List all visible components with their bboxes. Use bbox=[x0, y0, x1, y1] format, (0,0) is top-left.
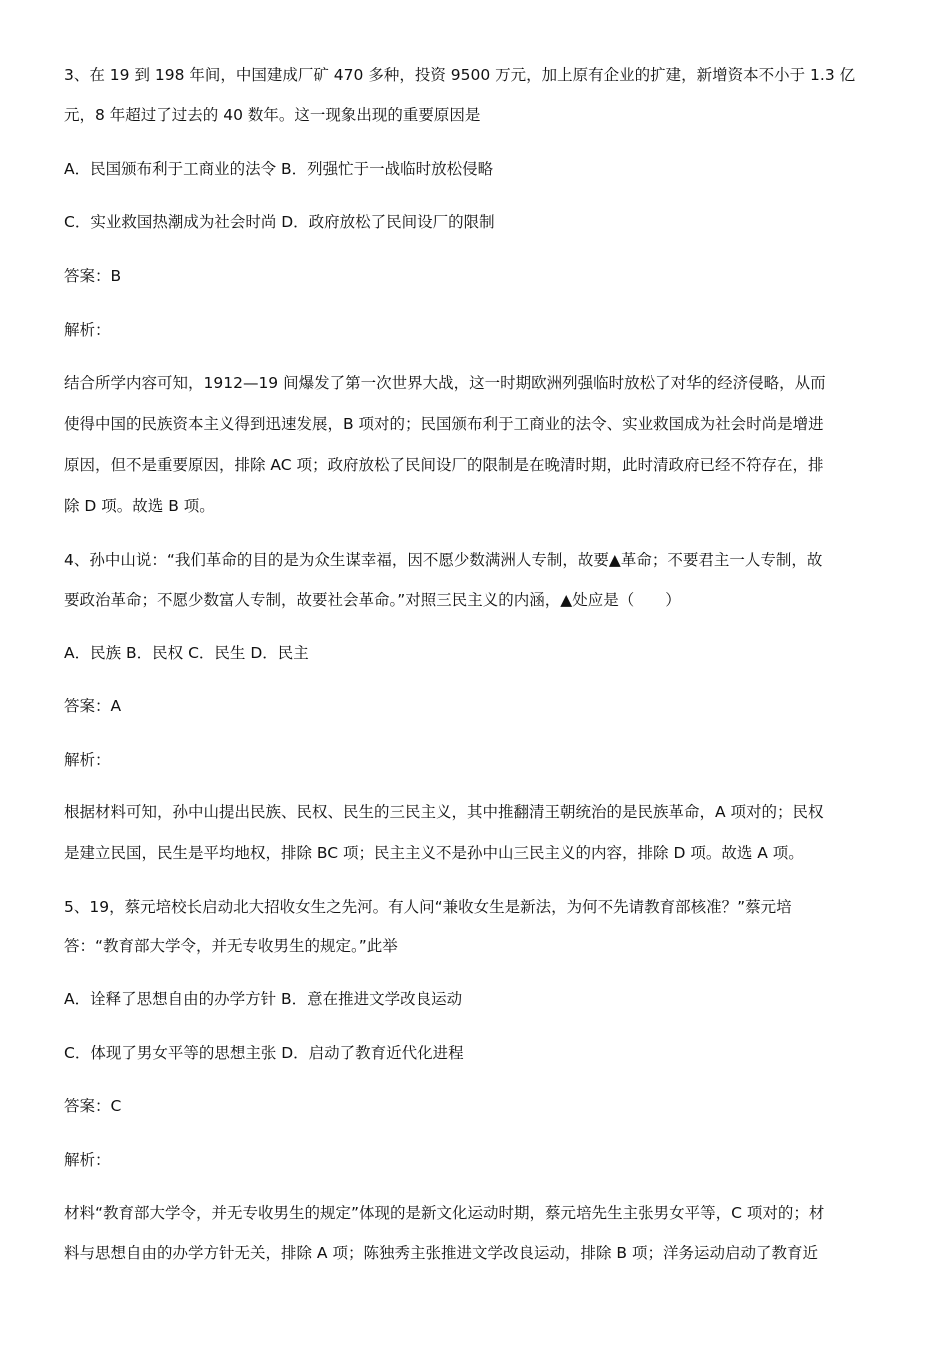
q4-answer: 答案：A bbox=[64, 697, 122, 715]
q3-analysis-line-1: 结合所学内容可知，1912—19 间爆发了第一次世界大战，这一时期欧洲列强临时放松了对华的经济侵略，从而 bbox=[64, 374, 826, 392]
q5-stem-line-1: 5、19，蔡元培校长启动北大招收女生之先河。有人问“兼收女生是新法，为何不先请教育部核准？”蔡元培 bbox=[64, 898, 792, 916]
q5-analysis-label: 解析： bbox=[64, 1151, 111, 1169]
q5-stem-line-2: 答：“教育部大学令，并无专收男生的规定。”此举 bbox=[64, 937, 398, 955]
q5-options-line-2: C．体现了男女平等的思想主张 D．启动了教育近代化进程 bbox=[64, 1044, 464, 1062]
q3-stem-line-2: 元，8 年超过了过去的 40 数年。这一现象出现的重要原因是 bbox=[64, 106, 481, 124]
q5-answer: 答案：C bbox=[64, 1097, 122, 1115]
q4-analysis-line-1: 根据材料可知，孙中山提出民族、民权、民生的三民主义，其中推翻清王朝统治的是民族革命，A 项对的；民权 bbox=[64, 803, 824, 821]
q4-stem-line-2: 要政治革命；不愿少数富人专制，故要社会革命。”对照三民主义的内涵，▲处应是（ ） bbox=[64, 591, 681, 609]
q3-options-line-2: C．实业救国热潮成为社会时尚 D．政府放松了民间设厂的限制 bbox=[64, 213, 495, 231]
q3-analysis-line-4: 除 D 项。故选 B 项。 bbox=[64, 497, 215, 515]
q3-stem-line-1: 3、在 19 到 198 年间，中国建成厂矿 470 多种，投资 9500 万元，加上原有企业的扩建，新增资本不小于 1.3 亿 bbox=[64, 66, 856, 84]
q4-options-line-1: A．民族 B．民权 C．民生 D．民主 bbox=[64, 644, 309, 662]
q4-analysis-label: 解析： bbox=[64, 751, 111, 769]
q5-options-line-1: A．诠释了思想自由的办学方针 B．意在推进文学改良运动 bbox=[64, 990, 463, 1008]
q5-analysis-line-2: 料与思想自由的办学方针无关，排除 A 项；陈独秀主张推进文学改良运动，排除 B 项；洋务运动启动了教育近 bbox=[64, 1244, 818, 1262]
q3-analysis-label: 解析： bbox=[64, 321, 111, 339]
q5-analysis-line-1: 材料“教育部大学令，并无专收男生的规定”体现的是新文化运动时期，蔡元培先生主张男女平等，C 项对的；材 bbox=[64, 1204, 825, 1222]
q3-answer: 答案：B bbox=[64, 267, 122, 285]
q3-options-line-1: A．民国颁布利于工商业的法令 B．列强忙于一战临时放松侵略 bbox=[64, 160, 494, 178]
q4-stem-line-1: 4、孙中山说：“我们革命的目的是为众生谋幸福，因不愿少数满洲人专制，故要▲革命；不要君主一人专制，故 bbox=[64, 551, 823, 569]
q4-analysis-line-2: 是建立民国，民生是平均地权，排除 BC 项；民主主义不是孙中山三民主义的内容，排除 D 项。故选 A 项。 bbox=[64, 844, 804, 862]
q3-analysis-line-2: 使得中国的民族资本主义得到迅速发展，B 项对的；民国颁布利于工商业的法令、实业救国成为社会时尚是增进 bbox=[64, 415, 824, 433]
q3-analysis-line-3: 原因，但不是重要原因，排除 AC 项；政府放松了民间设厂的限制是在晚清时期，此时清政府已经不符存在，排 bbox=[64, 456, 824, 474]
